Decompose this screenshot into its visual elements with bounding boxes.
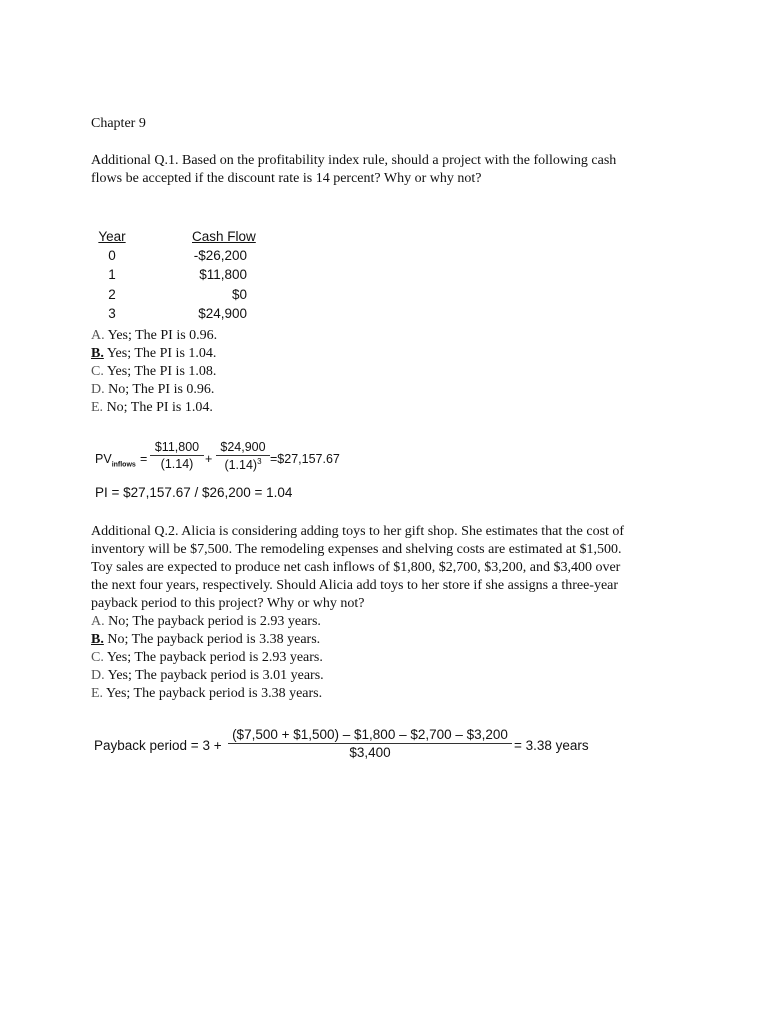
option-letter: B.: [91, 632, 104, 647]
table-cell-year: 0: [108, 248, 116, 263]
fraction-term-2: [216, 440, 270, 472]
option-text: No; The PI is 0.96.: [108, 382, 215, 397]
chapter-title: Chapter 9: [91, 116, 146, 131]
option-text: No; The payback period is 3.38 years.: [107, 632, 321, 647]
q2-line: the next four years, respectively. Should Alicia add toys to her store if she assigns a three-year: [91, 578, 619, 593]
answer-option: [91, 327, 217, 345]
fraction-numerator: $11,800: [154, 440, 200, 454]
table-cell-cash-flow: $0: [231, 287, 247, 302]
payback-result: = 3.38 years: [514, 738, 589, 753]
option-letter: A.: [91, 328, 105, 343]
payback-lhs: Payback period = 3 +: [94, 738, 222, 753]
option-text: Yes; The PI is 1.04.: [106, 346, 217, 361]
option-letter: C.: [91, 650, 104, 665]
pi-calculation: PI = $27,157.67 / $26,200 = 1.04: [95, 485, 293, 500]
option-letter: E.: [91, 400, 104, 415]
fraction-term-1: [150, 440, 204, 471]
plus-sign: +: [205, 452, 213, 466]
option-letter: D.: [91, 382, 105, 397]
answer-option-correct: [91, 345, 217, 363]
answer-option: [91, 399, 217, 417]
pv-label: $PV_{inflows}$: [95, 452, 136, 469]
fraction-denominator: $(1.14)^3$: [224, 457, 262, 473]
table-cell-cash-flow: $24,900: [198, 306, 247, 321]
fraction-denominator: $3,400: [349, 745, 391, 760]
payback-formula: [94, 727, 614, 771]
answer-option-correct: [91, 631, 324, 649]
answer-option: [91, 613, 324, 631]
table-cell-year: 2: [108, 287, 116, 302]
answer-option: [91, 667, 324, 685]
q2-text: [91, 523, 624, 613]
q1-options: [91, 327, 217, 417]
option-text: No; The PI is 1.04.: [106, 400, 213, 415]
q1-text: [91, 152, 616, 188]
option-text: Yes; The PI is 0.96.: [107, 328, 218, 343]
q2-line: Toy sales are expected to produce net cash inflows of $1,800, $2,700, $3,200, and $3,400 over: [91, 560, 621, 575]
answer-option: [91, 381, 217, 399]
table-cell-cash-flow: -$26,200: [193, 248, 247, 263]
table-header-year: Year: [98, 229, 126, 244]
table-cell-cash-flow: $11,800: [199, 267, 247, 282]
equals-sign: =: [140, 452, 148, 466]
fraction-numerator: $24,900: [220, 440, 266, 454]
q2-options: [91, 613, 324, 703]
option-text: Yes; The payback period is 2.93 years.: [106, 650, 323, 665]
q2-line: payback period to this project? Why or why not?: [91, 596, 365, 611]
pv-result: =$27,157.67: [270, 452, 340, 466]
fraction-numerator: ($7,500 + $1,500) – $1,800 – $2,700 – $3,200: [232, 727, 508, 742]
q2-line: inventory will be $7,500. The remodeling expenses and shelving costs are estimated at $1,500.: [91, 542, 622, 557]
q1-line: flows be accepted if the discount rate is 14 percent? Why or why not?: [91, 171, 482, 186]
answer-option: [91, 363, 217, 381]
option-letter: A.: [91, 614, 105, 629]
pv-formula: [95, 440, 395, 480]
table-cell-year: 1: [108, 267, 116, 282]
payback-fraction: [228, 727, 512, 760]
q2-line: Additional Q.2. Alicia is considering adding toys to her gift shop. She estimates that the cost of: [91, 524, 625, 539]
option-text: Yes; The payback period is 3.01 years.: [107, 668, 324, 683]
option-text: Yes; The PI is 1.08.: [106, 364, 217, 379]
table-cell-year: 3: [108, 306, 116, 321]
table-header-cash-flow: Cash Flow: [192, 229, 256, 244]
q1-line: Additional Q.1. Based on the profitability index rule, should a project with the following cash: [91, 153, 617, 168]
option-letter: B.: [91, 346, 104, 361]
option-letter: C.: [91, 364, 104, 379]
option-text: No; The payback period is 2.93 years.: [108, 614, 321, 629]
option-letter: D.: [91, 668, 105, 683]
answer-option: [91, 685, 324, 703]
option-text: Yes; The payback period is 3.38 years.: [106, 686, 323, 701]
cash-flow-table: [95, 229, 275, 325]
option-letter: E.: [91, 686, 104, 701]
fraction-denominator: (1.14): [160, 457, 194, 471]
answer-option: [91, 649, 324, 667]
